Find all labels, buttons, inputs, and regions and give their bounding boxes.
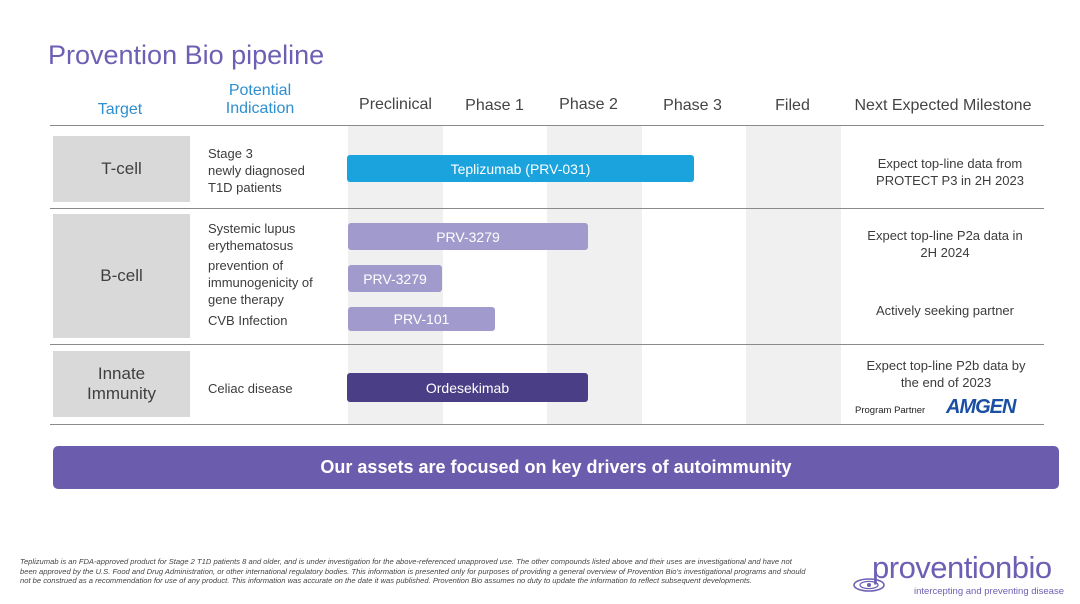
header-indication: Potential Indication: [225, 82, 295, 117]
header-filed: Filed: [775, 97, 810, 114]
header-phase2: Phase 2: [559, 96, 618, 113]
indication-cvb: CVB Infection: [208, 313, 288, 328]
rule-bcell: [50, 344, 1044, 345]
bar-ordesekimab-label: Ordesekimab: [425, 379, 510, 396]
milestone-innate: [846, 357, 1046, 391]
milestone-tcell-line2: PROTECT P3 in 2H 2023: [876, 173, 1024, 188]
milestone-bcell-line2: 2H 2024: [920, 245, 970, 260]
header-phase1: Phase 1: [465, 97, 524, 114]
logo-tagline: intercepting and preventing disease: [914, 586, 1064, 597]
indication-gene-therapy-line1: prevention of: [208, 258, 284, 273]
filed-band: [746, 126, 841, 424]
amgen-logo: AMGEN: [946, 396, 1016, 418]
target-tcell-label: T-cell: [101, 159, 142, 178]
summary-banner-text: Our assets are focused on key drivers of autoimmunity: [320, 457, 792, 477]
milestone-bcell-partner: Actively seeking partner: [875, 303, 1014, 318]
target-innate-line1: Innate: [97, 364, 146, 383]
rule-header: [50, 125, 1044, 126]
rule-innate: [50, 424, 1044, 425]
indication-celiac: Celiac disease: [208, 381, 293, 396]
indication-gene-therapy-line3: gene therapy: [208, 292, 284, 307]
rule-tcell: [50, 208, 1044, 209]
bar-teplizumab: [347, 155, 694, 182]
milestone-tcell: [850, 155, 1050, 189]
bar-prv3279-gene: [348, 265, 442, 292]
bar-prv3279-lupus-label: PRV-3279: [436, 228, 500, 245]
bar-teplizumab-label: Teplizumab (PRV-031): [450, 160, 591, 177]
indication-t1d-line1: Stage 3: [208, 146, 253, 161]
target-bcell-label: B-cell: [100, 266, 143, 285]
bar-prv101-label: PRV-101: [393, 311, 450, 327]
header-preclinical: Preclinical: [359, 96, 432, 113]
logo-name-part2: bio: [1011, 550, 1052, 585]
logo-name-part1: provention: [872, 550, 1012, 585]
summary-banner: [53, 446, 1059, 489]
target-innate-line2: Immunity: [87, 384, 156, 403]
milestone-innate-line1: Expect top-line P2b data by: [866, 358, 1026, 373]
indication-lupus-line2: erythematosus: [208, 238, 294, 253]
bar-prv3279-lupus: [348, 223, 588, 250]
provention-logo: [850, 550, 1072, 600]
bar-ordesekimab: [347, 373, 588, 402]
indication-t1d: [208, 145, 338, 196]
indication-t1d-line2: newly diagnosed: [208, 163, 305, 178]
header-milestone: Next Expected Milestone: [854, 97, 1032, 114]
indication-gene-therapy: [208, 257, 343, 308]
logo-wordmark: [872, 550, 1052, 586]
header-phase3: Phase 3: [663, 97, 722, 114]
target-innate: [53, 351, 190, 417]
milestone-tcell-line1: Expect top-line data from: [877, 156, 1023, 171]
header-target: Target: [97, 101, 143, 118]
milestone-bcell: [845, 227, 1045, 261]
target-bcell: [53, 214, 190, 338]
program-partner-label: Program Partner: [855, 405, 926, 416]
page-title: Provention Bio pipeline: [48, 40, 325, 70]
indication-gene-therapy-line2: immunogenicity of: [208, 275, 313, 290]
milestone-innate-line2: the end of 2023: [900, 375, 992, 390]
target-tcell: [53, 136, 190, 202]
disclaimer-text: Teplizumab is an FDA-approved product for Stage 2 T1D patients 8 and older, and is under investigation for the above-referenced unapproved use. The other compounds listed above and their uses are investigational and have not been approved by the U.S. Food and Drug Administration, or other international regulatory bodies. This information is presented only for purposes of providing a general overview of Provention Bio's investigational programs and should not be construed as a recommendation for use of any product. This information was accurate on the date it was published. Provention Bio assumes no duty to update the information to reflect subsequent developments.: [20, 557, 806, 586]
indication-lupus-line1: Systemic lupus: [208, 221, 296, 236]
bar-prv3279-gene-label: PRV-3279: [363, 270, 427, 287]
milestone-bcell-line1: Expect top-line P2a data in: [867, 228, 1023, 243]
indication-lupus: [208, 220, 338, 254]
indication-t1d-line3: T1D patients: [208, 180, 282, 195]
bar-prv101: [348, 307, 495, 331]
